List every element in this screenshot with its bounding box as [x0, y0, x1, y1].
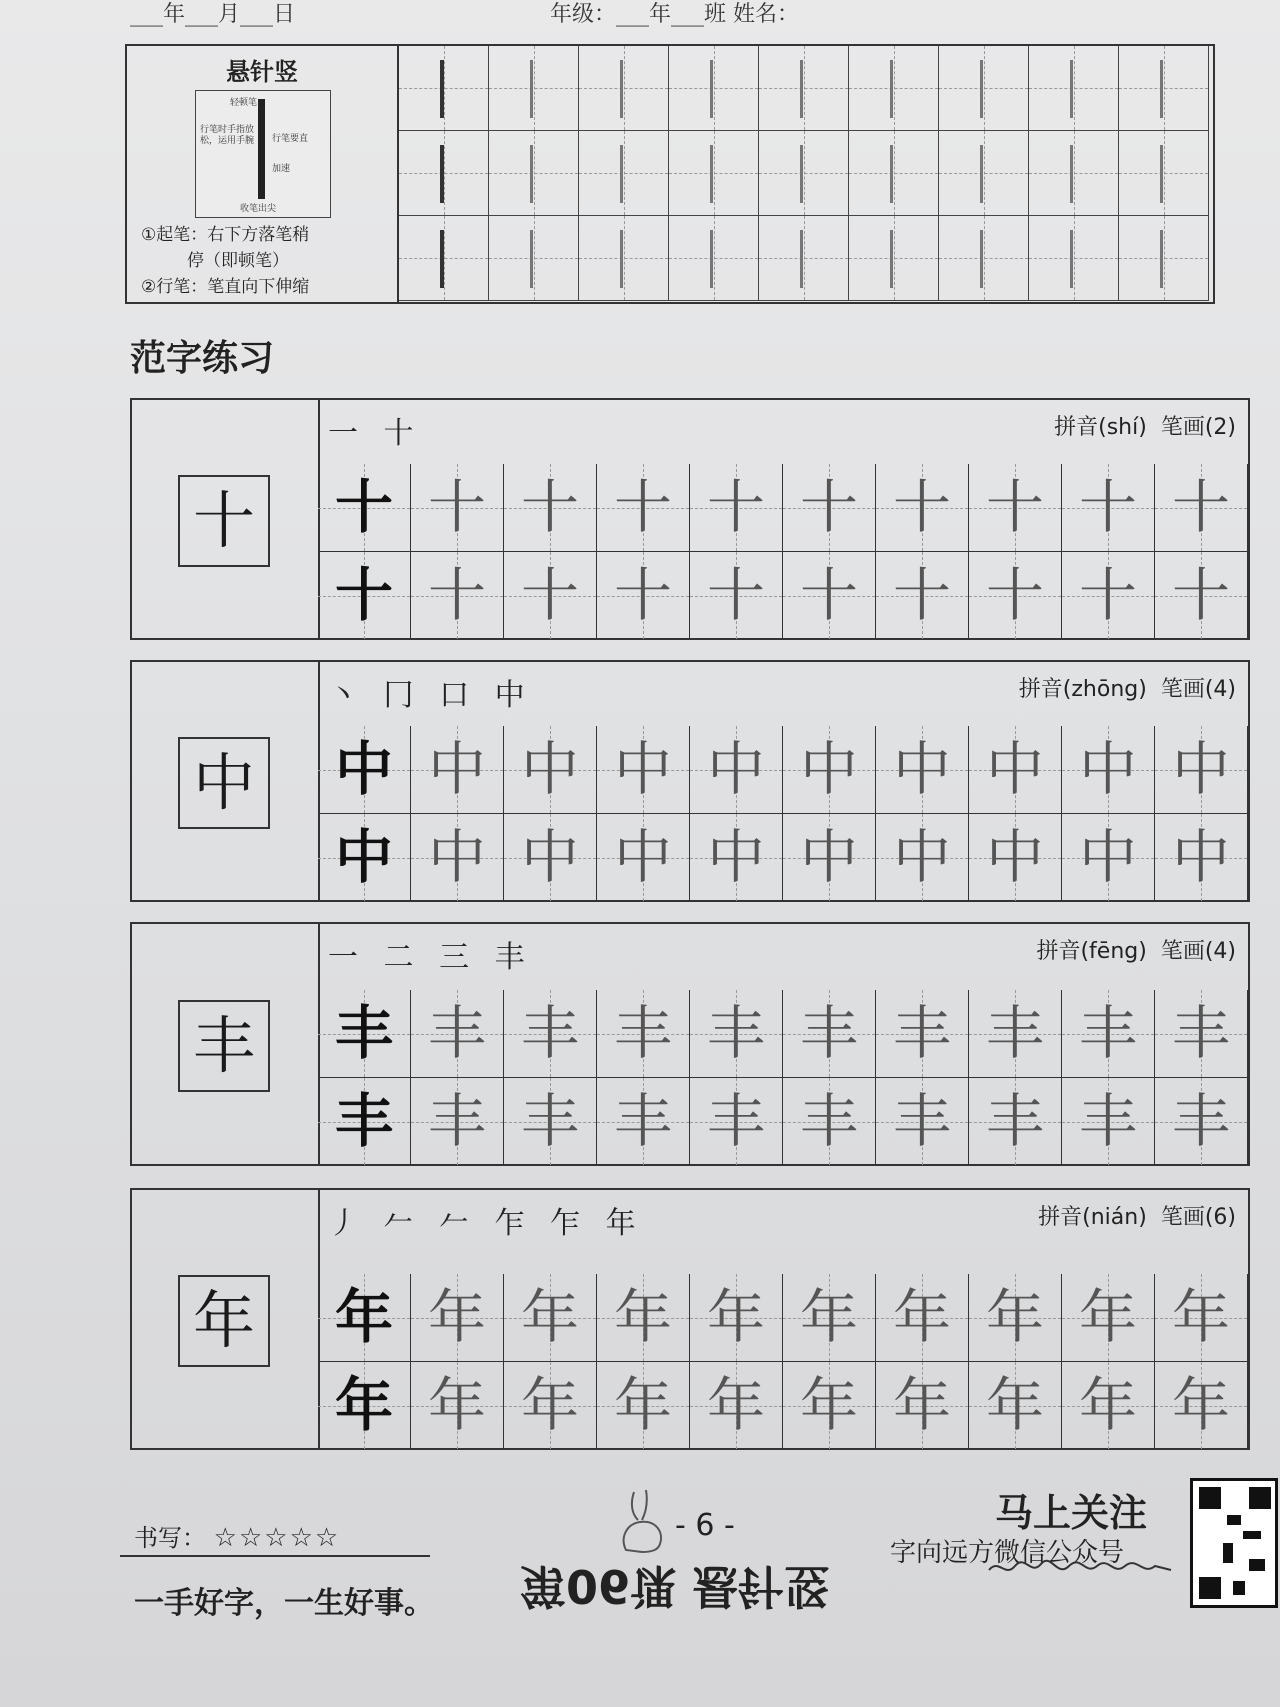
written-character: 丰 — [799, 999, 858, 1067]
pinyin-stroke-info — [1019, 672, 1236, 703]
practice-cell[interactable] — [1062, 1078, 1155, 1166]
written-character: 中 — [892, 735, 951, 803]
practice-cell[interactable] — [783, 1078, 876, 1166]
written-character: 中 — [427, 735, 486, 803]
diagram-label: 收笔出尖 — [240, 204, 277, 214]
stroke-practice-cell[interactable] — [1029, 131, 1119, 216]
practice-cell[interactable] — [783, 1362, 876, 1450]
stroke-count-value: (4) — [1204, 677, 1236, 702]
model-character: 十 — [178, 475, 270, 567]
written-character: 十 — [427, 561, 486, 629]
stroke-practice-cell[interactable] — [759, 216, 849, 301]
model-character: 年 — [178, 1275, 270, 1367]
model-character-panel — [132, 662, 320, 900]
written-character: 十 — [892, 561, 951, 629]
written-character: 中 — [427, 823, 486, 891]
written-character: 十 — [427, 473, 486, 541]
practice-cell[interactable] — [1062, 464, 1155, 552]
stroke-count-label: 笔画 — [1160, 677, 1205, 702]
practice-cell[interactable] — [783, 464, 876, 552]
practice-cell[interactable] — [504, 1078, 597, 1166]
vertical-stroke-shape — [258, 99, 265, 199]
pinyin-label: 拼音 — [1054, 415, 1099, 440]
stroke-info-panel — [127, 46, 399, 302]
written-character: 十 — [520, 473, 579, 541]
written-character: 年 — [613, 1283, 672, 1351]
stroke-practice-grid — [399, 46, 1213, 302]
practice-cell[interactable] — [318, 464, 411, 552]
stroke-mark — [1160, 145, 1163, 203]
stroke-mark — [980, 145, 983, 203]
written-character: 年 — [1171, 1283, 1230, 1351]
stroke-mark — [980, 230, 983, 288]
practice-cell[interactable] — [411, 1274, 504, 1362]
practice-cell[interactable] — [1155, 1078, 1248, 1166]
written-character: 年 — [706, 1371, 765, 1439]
practice-cell[interactable] — [504, 726, 597, 814]
pinyin-label: 拼音 — [1038, 1205, 1083, 1230]
written-character: 年 — [706, 1283, 765, 1351]
practice-cell[interactable] — [969, 1078, 1062, 1166]
stroke-practice-cell[interactable] — [579, 46, 669, 131]
rating-label: 书写： — [134, 1524, 206, 1552]
written-character: 年 — [613, 1371, 672, 1439]
written-character: 丰 — [1078, 1087, 1137, 1155]
written-character: 十 — [613, 561, 672, 629]
stroke-mark — [890, 230, 893, 288]
written-character: 丰 — [334, 1087, 393, 1155]
stroke-mark — [440, 145, 444, 203]
practice-cell[interactable] — [969, 552, 1062, 640]
date-line: ___年___月___日 — [130, 2, 296, 27]
pinyin-label: 拼音 — [1036, 939, 1081, 964]
handwritten-scribble — [985, 1554, 1175, 1580]
stroke-mark — [890, 145, 893, 203]
pinyin-stroke-info — [1038, 1200, 1236, 1231]
written-character: 年 — [427, 1283, 486, 1351]
stroke-practice-cell[interactable] — [939, 131, 1029, 216]
character-block — [130, 1188, 1250, 1450]
stroke-practice-cell[interactable] — [669, 216, 759, 301]
written-character: 年 — [334, 1283, 393, 1351]
stroke-mark — [800, 145, 803, 203]
stroke-mark — [890, 60, 893, 118]
model-character-panel — [132, 1190, 320, 1448]
practice-cell[interactable] — [690, 552, 783, 640]
writing-rating — [134, 1518, 340, 1553]
practice-cell[interactable] — [690, 726, 783, 814]
practice-cell[interactable] — [969, 1274, 1062, 1362]
written-character: 年 — [892, 1371, 951, 1439]
pinyin-value: (zhōng) — [1062, 677, 1147, 702]
practice-cell[interactable] — [876, 1078, 969, 1166]
practice-cell[interactable] — [318, 1078, 411, 1166]
practice-grid — [318, 726, 1250, 902]
practice-cell[interactable] — [1062, 726, 1155, 814]
pinyin-stroke-info — [1054, 410, 1236, 441]
written-character: 中 — [1078, 823, 1137, 891]
written-character: 中 — [1171, 735, 1230, 803]
character-block — [130, 660, 1250, 902]
practice-cell[interactable] — [876, 552, 969, 640]
practice-cell[interactable] — [690, 1274, 783, 1362]
practice-cell[interactable] — [411, 464, 504, 552]
written-character: 年 — [985, 1371, 1044, 1439]
written-character: 中 — [706, 823, 765, 891]
practice-cell[interactable] — [411, 1078, 504, 1166]
written-character: 中 — [1171, 823, 1230, 891]
diagram-label: 行笔要直 — [272, 134, 309, 144]
stroke-mark — [530, 60, 533, 118]
practice-cell[interactable] — [969, 814, 1062, 902]
written-character: 中 — [520, 823, 579, 891]
written-character: 丰 — [892, 999, 951, 1067]
grade-name-line: 年级：___年___班 姓名： — [550, 2, 799, 27]
practice-cell[interactable] — [318, 726, 411, 814]
written-character: 十 — [1171, 473, 1230, 541]
stroke-order: 丶 冂 口 中 — [328, 678, 533, 713]
stroke-practice-cell[interactable] — [669, 131, 759, 216]
written-character: 丰 — [706, 1087, 765, 1155]
practice-cell[interactable] — [1155, 814, 1248, 902]
wechat-account: 字向远方微信公众号 — [890, 1538, 1125, 1568]
practice-cell[interactable] — [783, 814, 876, 902]
written-character: 中 — [613, 823, 672, 891]
written-character: 十 — [706, 561, 765, 629]
practice-cell[interactable] — [504, 552, 597, 640]
written-character: 中 — [520, 735, 579, 803]
practice-cell[interactable] — [504, 814, 597, 902]
stroke-count-label: 笔画 — [1160, 415, 1205, 440]
pinyin-stroke-info — [1036, 934, 1236, 965]
stroke-order: 一 十 — [328, 416, 422, 451]
practice-cell[interactable] — [318, 552, 411, 640]
follow-prompt: 马上关注 — [995, 1491, 1148, 1535]
written-character: 丰 — [985, 1087, 1044, 1155]
practice-cell[interactable] — [504, 1274, 597, 1362]
pinyin-value: (shí) — [1098, 415, 1147, 440]
practice-cell[interactable] — [876, 464, 969, 552]
written-character: 十 — [613, 473, 672, 541]
stroke-practice-cell[interactable] — [849, 216, 939, 301]
stroke-practice-cell[interactable] — [1119, 46, 1209, 131]
stroke-mark — [530, 230, 533, 288]
practice-cell[interactable] — [969, 726, 1062, 814]
model-character: 中 — [178, 737, 270, 829]
stroke-mark — [530, 145, 533, 203]
written-character: 丰 — [985, 999, 1044, 1067]
practice-cell[interactable] — [783, 990, 876, 1078]
stroke-mark — [710, 60, 713, 118]
slogan: 一手好字，一生好事。 — [134, 1586, 434, 1621]
stroke-mark — [1070, 230, 1073, 288]
qr-code[interactable] — [1190, 1478, 1278, 1608]
practice-cell[interactable] — [690, 990, 783, 1078]
practice-cell[interactable] — [1155, 990, 1248, 1078]
practice-cell[interactable] — [411, 1362, 504, 1450]
stroke-note-1-cont: 停（即顿笔） — [187, 251, 289, 271]
diagram-label: 轻顿笔 — [230, 98, 258, 108]
written-character: 十 — [706, 473, 765, 541]
stroke-practice-cell[interactable] — [399, 216, 489, 301]
practice-cell[interactable] — [876, 990, 969, 1078]
show-through-lesson-title: 第06课 悬针竖 — [520, 1559, 831, 1613]
stroke-practice-cell[interactable] — [399, 46, 489, 131]
stroke-count-label: 笔画 — [1160, 939, 1205, 964]
diagram-label: 加速 — [272, 164, 291, 174]
stroke-count-value: (6) — [1204, 1205, 1236, 1230]
stroke-note-1: ①起笔：右下方落笔稍 — [141, 225, 310, 245]
stroke-practice-cell[interactable] — [849, 131, 939, 216]
stroke-mark — [620, 230, 623, 288]
pinyin-value: (nián) — [1082, 1205, 1147, 1230]
model-character-panel — [132, 924, 320, 1164]
stroke-mark — [1070, 145, 1073, 203]
written-character: 丰 — [706, 999, 765, 1067]
written-character: 丰 — [1171, 999, 1230, 1067]
practice-cell[interactable] — [690, 1078, 783, 1166]
practice-cell[interactable] — [1062, 1362, 1155, 1450]
stroke-mark — [440, 60, 444, 118]
stroke-practice-cell[interactable] — [939, 46, 1029, 131]
stroke-mark — [1070, 60, 1073, 118]
written-character: 十 — [985, 473, 1044, 541]
written-character: 十 — [1078, 561, 1137, 629]
practice-cell[interactable] — [597, 726, 690, 814]
practice-cell[interactable] — [597, 814, 690, 902]
written-character: 中 — [1078, 735, 1137, 803]
written-character: 丰 — [427, 1087, 486, 1155]
practice-cell[interactable] — [411, 726, 504, 814]
practice-cell[interactable] — [1155, 552, 1248, 640]
stroke-note-2: ②行笔：笔直向下伸缩 — [141, 277, 310, 297]
written-character: 十 — [799, 473, 858, 541]
practice-cell[interactable] — [504, 1362, 597, 1450]
stroke-mark — [710, 145, 713, 203]
written-character: 十 — [892, 473, 951, 541]
stroke-practice-cell[interactable] — [759, 131, 849, 216]
written-character: 年 — [799, 1283, 858, 1351]
stroke-diagram — [195, 90, 331, 218]
written-character: 中 — [985, 735, 1044, 803]
written-character: 中 — [334, 823, 393, 891]
written-character: 十 — [520, 561, 579, 629]
practice-cell[interactable] — [783, 1274, 876, 1362]
stroke-mark — [980, 60, 983, 118]
practice-cell[interactable] — [1155, 1362, 1248, 1450]
model-character: 丰 — [178, 1000, 270, 1092]
practice-cell[interactable] — [1062, 814, 1155, 902]
practice-cell[interactable] — [969, 464, 1062, 552]
practice-cell[interactable] — [690, 814, 783, 902]
written-character: 年 — [520, 1283, 579, 1351]
practice-cell[interactable] — [597, 1274, 690, 1362]
stroke-mark — [800, 230, 803, 288]
practice-cell[interactable] — [597, 464, 690, 552]
practice-cell[interactable] — [411, 552, 504, 640]
practice-cell[interactable] — [597, 1362, 690, 1450]
written-character: 十 — [799, 561, 858, 629]
practice-cell[interactable] — [504, 464, 597, 552]
written-character: 丰 — [427, 999, 486, 1067]
practice-cell[interactable] — [1155, 1274, 1248, 1362]
stroke-practice-cell[interactable] — [1119, 131, 1209, 216]
pinyin-value: (fēng) — [1080, 939, 1147, 964]
practice-cell[interactable] — [876, 1274, 969, 1362]
stroke-practice-cell[interactable] — [1029, 216, 1119, 301]
footer-divider — [120, 1555, 430, 1557]
stroke-practice-cell[interactable] — [1119, 216, 1209, 301]
practice-cell[interactable] — [318, 814, 411, 902]
model-character-panel — [132, 400, 320, 638]
written-character: 丰 — [892, 1087, 951, 1155]
practice-cell[interactable] — [597, 552, 690, 640]
written-character: 年 — [985, 1283, 1044, 1351]
written-character: 丰 — [1171, 1087, 1230, 1155]
practice-cell[interactable] — [318, 1274, 411, 1362]
practice-cell[interactable] — [1155, 464, 1248, 552]
rating-stars: ☆☆☆☆☆ — [213, 1523, 341, 1553]
written-character: 中 — [613, 735, 672, 803]
written-character: 年 — [427, 1371, 486, 1439]
practice-cell[interactable] — [690, 1362, 783, 1450]
written-character: 十 — [1171, 561, 1230, 629]
written-character: 丰 — [613, 1087, 672, 1155]
written-character: 年 — [892, 1283, 951, 1351]
stroke-practice-cell[interactable] — [579, 216, 669, 301]
written-character: 丰 — [334, 999, 393, 1067]
practice-grid — [318, 464, 1250, 640]
section-title: 范字练习 — [130, 338, 275, 379]
written-character: 年 — [1078, 1283, 1137, 1351]
written-character: 十 — [985, 561, 1044, 629]
stroke-order: 一 二 三 丰 — [328, 940, 533, 975]
stroke-practice-cell[interactable] — [399, 131, 489, 216]
practice-cell[interactable] — [783, 552, 876, 640]
practice-cell[interactable] — [876, 814, 969, 902]
written-character: 中 — [334, 735, 393, 803]
practice-cell[interactable] — [876, 1362, 969, 1450]
practice-cell[interactable] — [969, 1362, 1062, 1450]
stroke-practice-cell[interactable] — [579, 131, 669, 216]
practice-cell[interactable] — [597, 990, 690, 1078]
written-character: 年 — [520, 1371, 579, 1439]
stroke-practice-cell[interactable] — [489, 131, 579, 216]
stroke-count-value: (4) — [1204, 939, 1236, 964]
written-character: 丰 — [1078, 999, 1137, 1067]
stroke-count-label: 笔画 — [1160, 1205, 1205, 1230]
stroke-mark — [710, 230, 713, 288]
character-block — [130, 922, 1250, 1166]
practice-cell[interactable] — [411, 814, 504, 902]
stroke-title: 悬针竖 — [226, 58, 298, 86]
written-character: 十 — [334, 561, 393, 629]
practice-cell[interactable] — [783, 726, 876, 814]
practice-cell[interactable] — [969, 990, 1062, 1078]
written-character: 丰 — [520, 1087, 579, 1155]
practice-cell[interactable] — [1062, 1274, 1155, 1362]
stroke-practice-cell[interactable] — [669, 46, 759, 131]
written-character: 十 — [334, 473, 393, 541]
stroke-mark — [440, 230, 444, 288]
practice-cell[interactable] — [876, 726, 969, 814]
character-block — [130, 398, 1250, 640]
written-character: 十 — [1078, 473, 1137, 541]
practice-cell[interactable] — [318, 1362, 411, 1450]
practice-cell[interactable] — [318, 990, 411, 1078]
stroke-mark — [620, 145, 623, 203]
stroke-practice-cell[interactable] — [849, 46, 939, 131]
rabbit-icon — [612, 1488, 672, 1554]
stroke-practice-cell[interactable] — [489, 216, 579, 301]
written-character: 中 — [706, 735, 765, 803]
diagram-label: 行笔时手指放松，运用手腕 — [200, 125, 255, 146]
stroke-mark — [1160, 230, 1163, 288]
practice-cell[interactable] — [504, 990, 597, 1078]
practice-cell[interactable] — [1062, 552, 1155, 640]
written-character: 中 — [799, 735, 858, 803]
page-number: - 6 - — [675, 1508, 735, 1543]
practice-grid — [318, 1274, 1250, 1450]
written-character: 丰 — [799, 1087, 858, 1155]
written-character: 年 — [1171, 1371, 1230, 1439]
practice-cell[interactable] — [411, 990, 504, 1078]
practice-cell[interactable] — [1155, 726, 1248, 814]
written-character: 年 — [334, 1371, 393, 1439]
practice-cell[interactable] — [597, 1078, 690, 1166]
stroke-mark — [1160, 60, 1163, 118]
stroke-mark — [800, 60, 803, 118]
practice-grid — [318, 990, 1250, 1166]
stroke-count-value: (2) — [1204, 415, 1236, 440]
stroke-practice-cell[interactable] — [489, 46, 579, 131]
written-character: 年 — [1078, 1371, 1137, 1439]
stroke-mark — [620, 60, 623, 118]
stroke-lesson-box — [125, 44, 1215, 304]
practice-cell[interactable] — [1062, 990, 1155, 1078]
written-character: 中 — [985, 823, 1044, 891]
pinyin-label: 拼音 — [1018, 677, 1063, 702]
written-character: 丰 — [613, 999, 672, 1067]
stroke-practice-cell[interactable] — [1029, 46, 1119, 131]
stroke-practice-cell[interactable] — [759, 46, 849, 131]
practice-cell[interactable] — [690, 464, 783, 552]
stroke-practice-cell[interactable] — [939, 216, 1029, 301]
written-character: 丰 — [520, 999, 579, 1067]
written-character: 年 — [799, 1371, 858, 1439]
written-character: 中 — [799, 823, 858, 891]
written-character: 中 — [892, 823, 951, 891]
stroke-order: 丿 𠂉 𠂉 乍 乍 年 — [328, 1206, 644, 1241]
